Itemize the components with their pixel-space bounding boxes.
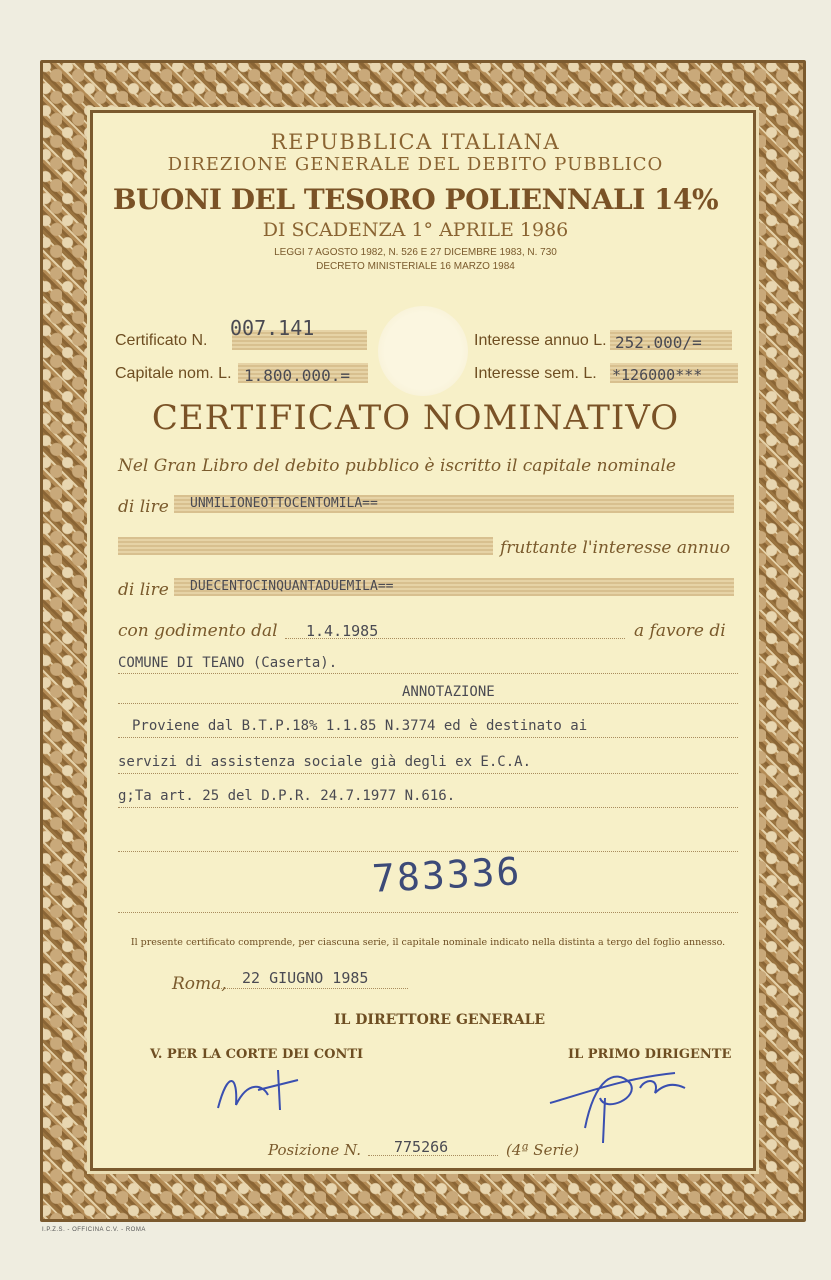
header-maturity: DI SCADENZA 1° APRILE 1986 — [262, 219, 569, 241]
capitale-value: 1.800.000.= — [244, 366, 350, 385]
rule-4 — [118, 773, 738, 774]
printer-imprint: I.P.Z.S. - OFFICINA C.V. - ROMA — [42, 1227, 146, 1233]
annotazione-line-3: g;Ta art. 25 del D.P.R. 24.7.1977 N.616. — [118, 788, 456, 804]
posizione-value: 775266 — [394, 1138, 449, 1156]
rule-5 — [118, 807, 738, 808]
interesse-annuo-label: Interesse annuo L. — [474, 332, 607, 349]
annotazione-line-2: servizi di assistenza sociale già degli ex E.C.A. — [118, 754, 532, 770]
dirigente-signature — [545, 1058, 695, 1148]
godimento-value: 1.4.1985 — [306, 622, 379, 640]
stamp-number: 783336 — [370, 849, 523, 901]
date-line — [218, 988, 408, 989]
issue-date: 22 GIUGNO 1985 — [242, 969, 369, 987]
blank-field — [118, 537, 493, 555]
interesse-sem-label: Interesse sem. L. — [474, 365, 597, 382]
header-bond-title: BUONI DEL TESORO POLIENNALI 14% — [112, 183, 719, 216]
rule-2 — [118, 703, 738, 704]
primo-dirigente-label: IL PRIMO DIRIGENTE — [568, 1047, 732, 1062]
capitale-words: UNMILIONEOTTOCENTOMILA== — [190, 496, 378, 511]
body-di-lire-1: di lire — [118, 497, 169, 517]
serie-label: (4ª Serie) — [506, 1141, 580, 1159]
corte-signature — [208, 1060, 308, 1115]
rule-6 — [118, 851, 738, 852]
godimento-label: con godimento dal — [118, 621, 278, 641]
corte-conti-label: V. PER LA CORTE DEI CONTI — [150, 1047, 364, 1062]
header-republic: REPUBBLICA ITALIANA — [270, 130, 561, 154]
body-di-lire-2: di lire — [118, 580, 169, 600]
watermark-seal — [378, 306, 468, 396]
interesse-sem-value: *126000*** — [612, 366, 703, 384]
body-fruttante: fruttante l'interesse annuo — [500, 538, 731, 558]
certificato-value: 007.141 — [230, 316, 315, 340]
body-intro: Nel Gran Libro del debito pubblico è iscritto il capitale nominale — [118, 456, 676, 476]
place: Roma, — [172, 974, 227, 994]
rule-1 — [118, 673, 738, 674]
rule-7 — [118, 912, 738, 913]
capitale-label: Capitale nom. L. — [115, 365, 232, 382]
annotazione-line-1: Proviene dal B.T.P.18% 1.1.85 N.3774 ed è destinato ai — [132, 718, 588, 734]
interesse-words: DUECENTOCINQUANTADUEMILA== — [190, 579, 394, 594]
beneficiario: COMUNE DI TEANO (Caserta). — [118, 655, 338, 671]
annotazione-title: ANNOTAZIONE — [402, 684, 495, 700]
rule-3 — [118, 737, 738, 738]
certificate-note: Il presente certificato comprende, per ciascuna serie, il capitale nominale indicato nella distinta a tergo del foglio annesso. — [130, 937, 726, 948]
certificato-label: Certificato N. — [115, 332, 208, 349]
posizione-label: Posizione N. — [268, 1141, 361, 1159]
header-decree: DECRETO MINISTERIALE 16 MARZO 1984 — [316, 261, 515, 272]
certificate-title: CERTIFICATO NOMINATIVO — [151, 398, 680, 438]
interesse-annuo-value: 252.000/= — [615, 333, 702, 352]
favore-label: a favore di — [634, 621, 726, 641]
director-title: IL DIRETTORE GENERALE — [334, 1012, 546, 1028]
header-direction: DIREZIONE GENERALE DEL DEBITO PUBBLICO — [167, 154, 664, 175]
header-laws: LEGGI 7 AGOSTO 1982, N. 526 E 27 DICEMBRE 1983, N. 730 — [274, 247, 557, 258]
